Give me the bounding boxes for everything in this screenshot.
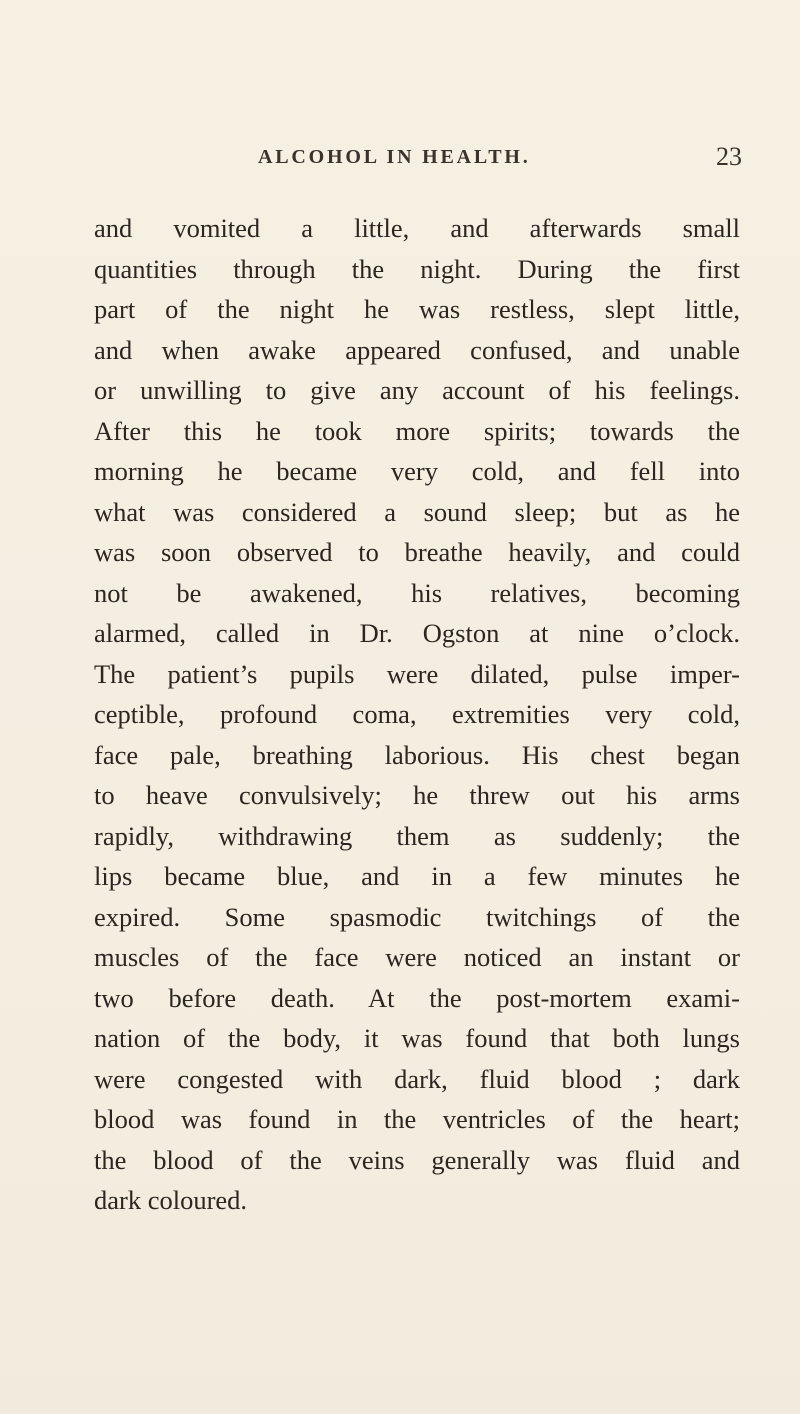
text-line: dark coloured. — [94, 1185, 248, 1215]
page-number: 23 — [716, 142, 742, 171]
text-line: or unwilling to give any account of his feelings. — [94, 375, 740, 405]
text-line: two before death. At the post-mortem exami- — [94, 982, 740, 1013]
text-line: rapidly, withdrawing them as suddenly; the — [94, 820, 740, 851]
text-line: lips became blue, and in a few minutes he — [94, 861, 740, 891]
text-line: part of the night he was restless, slept little, — [94, 294, 740, 324]
text-line: was soon observed to breathe heavily, and could — [94, 537, 740, 567]
text-line: blood was found in the ventricles of the heart; — [94, 1104, 740, 1134]
text-line: what was considered a sound sleep; but as he — [94, 496, 740, 527]
text-line: were congested with dark, fluid blood ; dark — [94, 1063, 740, 1094]
text-line: After this he took more spirits; towards the — [94, 415, 740, 446]
body-paragraph — [94, 208, 740, 1221]
text-line: the blood of the veins generally was fluid and — [94, 1144, 740, 1175]
text-line: The patient’s pupils were dilated, pulse imper- — [94, 658, 740, 689]
running-title: ALCOHOL IN HEALTH. — [258, 146, 531, 168]
text-line: to heave convulsively; he threw out his arms — [94, 780, 740, 810]
text-line: nation of the body, it was found that both lungs — [94, 1023, 740, 1053]
text-line: alarmed, called in Dr. Ogston at nine o’clock. — [94, 618, 740, 648]
text-line: expired. Some spasmodic twitchings of the — [94, 901, 740, 932]
text-line: muscles of the face were noticed an instant or — [94, 942, 740, 972]
text-line: quantities through the night. During the first — [94, 253, 740, 284]
text-line: and when awake appeared confused, and unable — [94, 334, 740, 365]
text-line: ceptible, profound coma, extremities very cold, — [94, 699, 740, 729]
text-line: not be awakened, his relatives, becoming — [94, 577, 740, 608]
running-head — [0, 142, 800, 182]
text-line: morning he became very cold, and fell into — [94, 456, 740, 486]
text-line: and vomited a little, and afterwards small — [94, 213, 740, 243]
text-line: face pale, breathing laborious. His chest began — [94, 739, 740, 770]
